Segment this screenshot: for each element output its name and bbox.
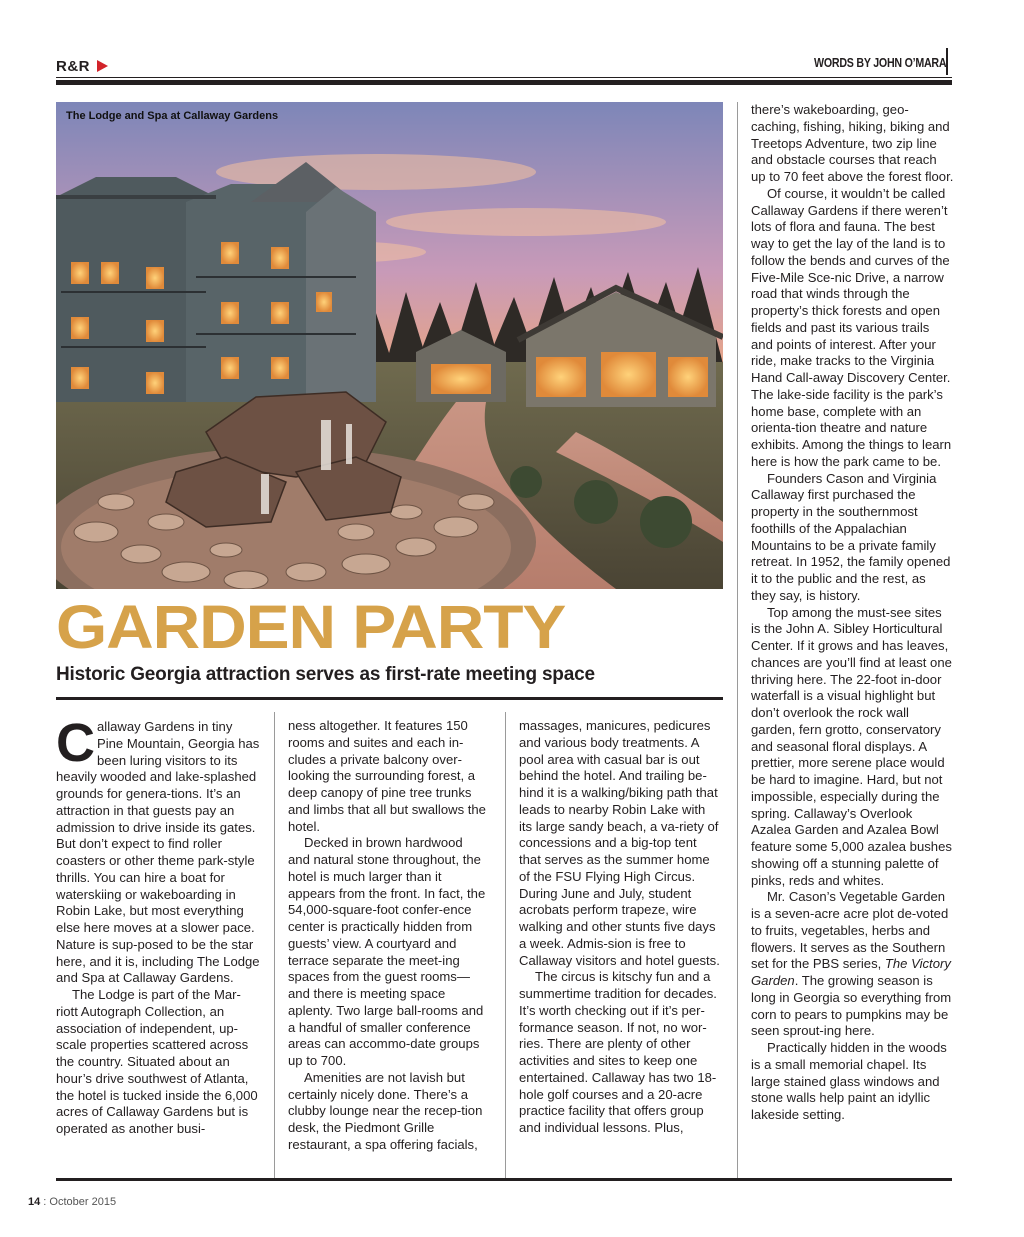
paragraph-text: Mr. Cason’s Vegetable Garden is a seven-acre acre plot de-voted to fruits, vegetables, herbs and flowers. It serves as the Southern set for the PBS series, (751, 889, 949, 972)
lodge-photo (56, 102, 723, 589)
paragraph (56, 713, 261, 987)
headline-rule (56, 697, 723, 700)
article-column-1 (56, 713, 261, 1138)
section-arrow-icon (97, 60, 108, 72)
paragraph: there’s wakeboarding, geo-caching, fishing, hiking, biking and Treetops Adventure, two zip line and obstacle courses that reach up to 70 feet above the forest floor. (751, 102, 954, 184)
paragraph: Practically hidden in the woods is a small memorial chapel. Its large stained glass windows and stone walls help paint an idyllic lakeside setting. (751, 1040, 947, 1122)
paragraph: Top among the must-see sites is the John A. Sibley Horticultural Center. If it grows and has leaves, chances are you’ll find at least one thriving here. The 22-foot in-door waterfall is a visual highlight but don’t overlook the rock wall garden, fern grotto, conservatory and seasonal floral displays. A prettier, more serene place would be hard to imagine. Hard, but not impossible, especially during the spring. Callaway’s Overlook Azalea Garden and Azalea Bowl feature some 5,000 azalea bushes showing off a stunning palette of pinks, reds and whites. (751, 604, 952, 888)
column-divider (505, 712, 506, 1180)
header-rule-thick (56, 80, 952, 85)
byline: WORDS BY JOHN O’MARA (813, 55, 946, 70)
paragraph: Of course, it wouldn’t be called Callaway Gardens if there weren’t lots of flora and fauna. The best way to get the lay of the land is to follow the bends and curves of the Five-Mile Sce-nic Drive, a narrow road that winds through the property’s thick forests and open fields and past its various trails and points of interest. After your ride, make tracks to the Virginia Hand Call-away Discovery Center. The lake-side facility is the park’s home base, complete with an orienta-tion theatre and nature exhibits. Among the things to learn here is how the park came to be. (751, 185, 952, 469)
byline-divider (946, 48, 948, 75)
paragraph: Founders Cason and Virginia Callaway first purchased the property in the southernmost foothills of the Appalachian Mountains to be a private family retreat. In 1952, the family opened it to the public and the rest, as they say, is history. (751, 470, 951, 603)
header-rule-thin (56, 77, 952, 78)
dropcap: C (56, 713, 95, 773)
headline: GARDEN PARTY (56, 593, 566, 661)
paragraph: massages, manicures, pedicures and various body treatments. A pool area with casual bar is out behind the hotel. And trailing be-hind it is a walking/biking path that leads to nearby Robin Lake with its large sandy beach, a va-riety of concessions and a big-top tent that serves as the summer home of the FSU Flying High Circus. During June and July, student acrobats perform trapeze, wire walking and other stunts five days a week. Admis-sion is free to Callaway visitors and hotel guests. (519, 718, 720, 968)
photo-caption: The Lodge and Spa at Callaway Gardens (66, 110, 279, 122)
paragraph-text: allaway Gardens in tiny Pine Mountain, Georgia has been luring visitors to its heavily wooded and lake-splashed grounds for genera-tions. It’s an attraction in that guests pay an admission to drive inside its gates. But don’t expect to find roller coasters or other theme park-style thrills. You can hire a boat for waterskiing or wakeboarding in Robin Lake, but most everything else here moves at a slower pace. Nature is sup-posed to be the star here, and it is, including The Lodge and Spa at Callaway Gardens. (56, 719, 260, 986)
paragraph: ness altogether. It features 150 rooms and suites and each in-cludes a private balcony over-looking the surrounding forest, a deep canopy of pine tree trunks and limbs that all but swallows the hotel. (288, 718, 486, 834)
page-number: 14 (28, 1196, 41, 1208)
folio-separator: : (40, 1196, 50, 1208)
paragraph: The circus is kitschy fun and a summertime tradition for decades. It’s worth checking out if it’s per-formance season. If not, no wor-ries. There are plenty of other activities and sites to keep one entertained. Callaway has two 18-hole golf courses and a 20-acre practice facility that offers group and individual lessons. Plus, (519, 969, 717, 1135)
deck-subheadline: Historic Georgia attraction serves as first-rate meeting space (56, 664, 595, 685)
issue-date: October 2015 (49, 1196, 117, 1208)
paragraph (751, 889, 954, 1040)
paragraph: Amenities are not lavish but certainly nicely done. There’s a clubby lounge near the recep-tion desk, the Piedmont Grille restaurant, a spa offering facials, (288, 1069, 483, 1152)
folio (28, 1196, 116, 1208)
column-divider (274, 712, 275, 1180)
article-column-3 (519, 718, 722, 1137)
paragraph: Decked in brown hardwood and natural stone throughout, the hotel is much larger than it appears from the front. In fact, the 54,000-square-foot confer-ence center is practically hidden from guests’ view. A courtyard and terrace separate the meet-ing spaces from the guest rooms—and there is meeting space aplenty. Two large ball-rooms and a handful of smaller conference areas can accommo-date groups up to 700. (288, 835, 486, 1068)
section-label: R&R (56, 58, 90, 75)
article-column-4 (751, 102, 954, 1124)
article-column-2 (288, 718, 488, 1154)
paragraph-text: . The growing season is long in Georgia so everything from corn to pears to pumpkins may be seen sprout-ing here. (751, 973, 952, 1039)
paragraph: The Lodge is part of the Mar-riott Autograph Collection, an association of independent, up-scale properties scattered across the country. Situated about an hour’s drive southwest of Atlanta, the hotel is tucked inside the 6,000 acres of Callaway Gardens but is operated as another busi- (56, 987, 258, 1136)
column-divider (737, 102, 738, 1180)
footer-rule (56, 1178, 952, 1181)
show-title: The Victory Garden (751, 956, 951, 988)
